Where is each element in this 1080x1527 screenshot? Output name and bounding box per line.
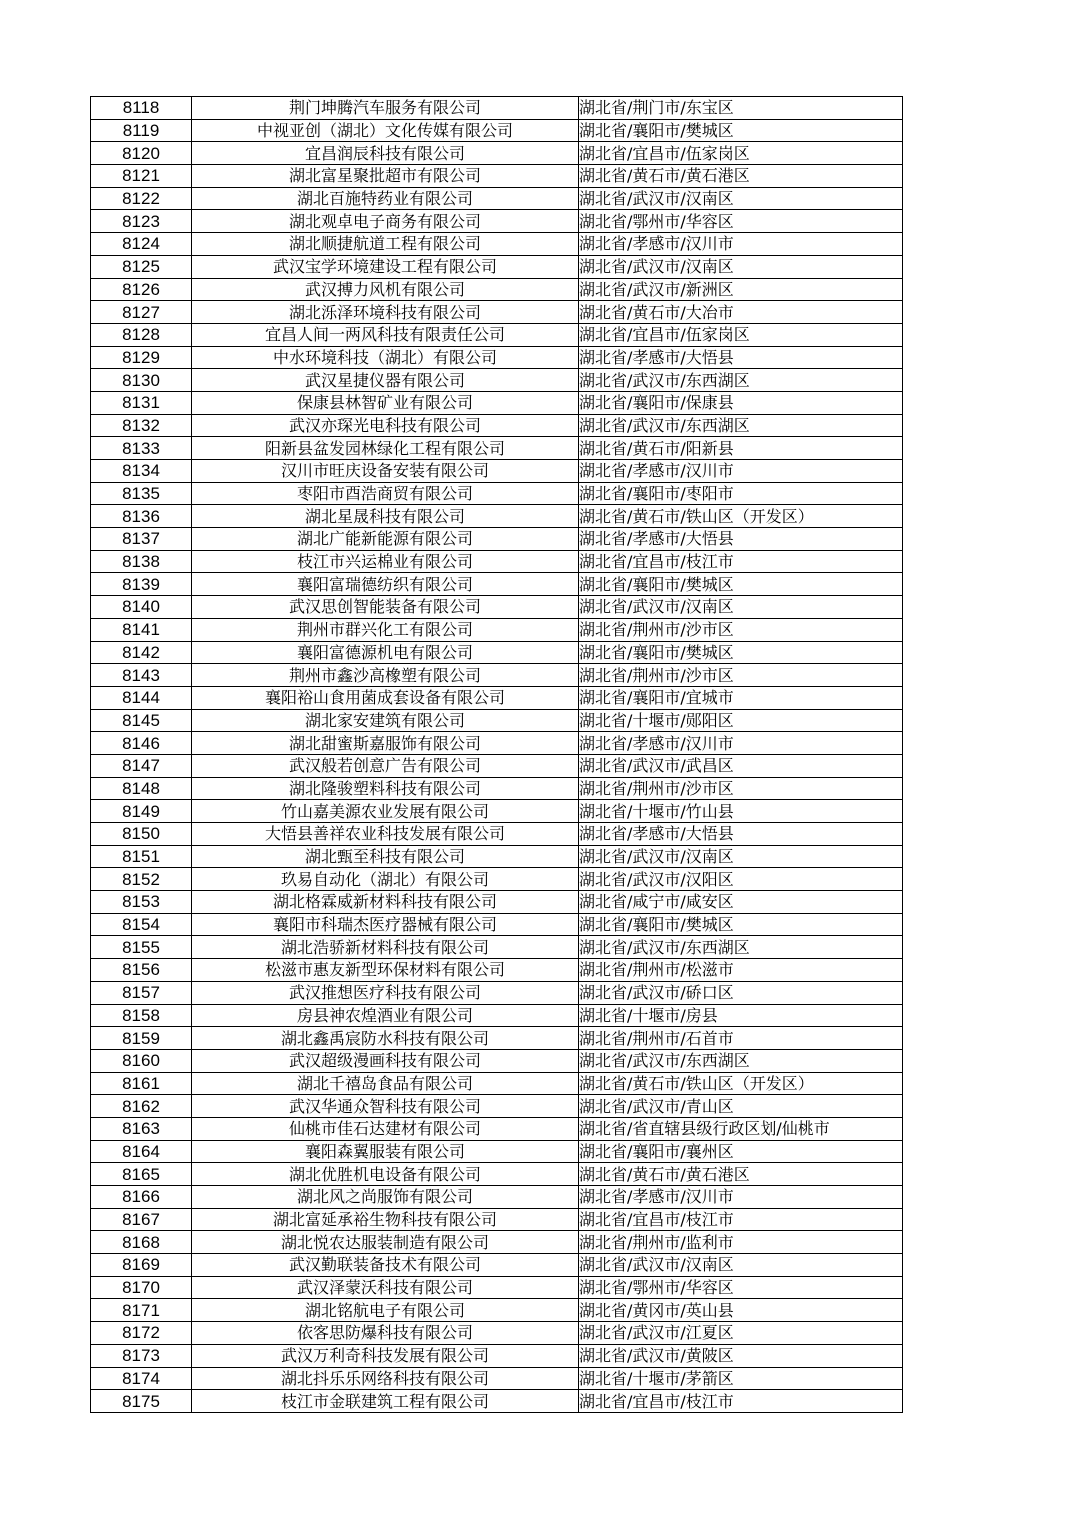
company-name-cell: 湖北顺捷航道工程有限公司 [192, 233, 579, 256]
region-cell: 湖北省/襄阳市/保康县 [579, 391, 903, 414]
company-name-cell: 荆州市群兴化工有限公司 [192, 618, 579, 641]
row-number-cell: 8130 [91, 369, 192, 392]
region-cell: 湖北省/十堰市/竹山县 [579, 800, 903, 823]
row-number-cell: 8143 [91, 664, 192, 687]
table-row [91, 1322, 903, 1345]
company-name-cell: 仙桃市佳石达建材有限公司 [192, 1117, 579, 1140]
region-cell: 湖北省/黄冈市/英山县 [579, 1299, 903, 1322]
table-row [91, 1208, 903, 1231]
company-name-cell: 湖北风之尚服饰有限公司 [192, 1186, 579, 1209]
company-name-cell: 荆门坤腾汽车服务有限公司 [192, 97, 579, 120]
table-row [91, 1231, 903, 1254]
row-number-cell: 8163 [91, 1117, 192, 1140]
company-name-cell: 武汉宝学环境建设工程有限公司 [192, 255, 579, 278]
row-number-cell: 8167 [91, 1208, 192, 1231]
table-row [91, 1299, 903, 1322]
row-number-cell: 8166 [91, 1186, 192, 1209]
company-name-cell: 湖北隆骏塑料科技有限公司 [192, 777, 579, 800]
region-cell: 湖北省/宜昌市/枝江市 [579, 1208, 903, 1231]
row-number-cell: 8120 [91, 142, 192, 165]
table-row [91, 913, 903, 936]
company-name-cell: 武汉华通众智科技有限公司 [192, 1095, 579, 1118]
row-number-cell: 8157 [91, 981, 192, 1004]
company-name-cell: 武汉般若创意广告有限公司 [192, 754, 579, 777]
row-number-cell: 8153 [91, 891, 192, 914]
region-cell: 湖北省/荆州市/石首市 [579, 1027, 903, 1050]
region-cell: 湖北省/十堰市/茅箭区 [579, 1367, 903, 1390]
table-row [91, 1390, 903, 1413]
table-row [91, 550, 903, 573]
company-name-cell: 依客思防爆科技有限公司 [192, 1322, 579, 1345]
row-number-cell: 8173 [91, 1344, 192, 1367]
company-name-cell: 湖北家安建筑有限公司 [192, 709, 579, 732]
company-registry-table [90, 96, 903, 1413]
table-body [91, 97, 903, 1413]
company-name-cell: 武汉亦琛光电科技有限公司 [192, 414, 579, 437]
row-number-cell: 8138 [91, 550, 192, 573]
company-name-cell: 襄阳市科瑞杰医疗器械有限公司 [192, 913, 579, 936]
company-name-cell: 湖北千禧岛食品有限公司 [192, 1072, 579, 1095]
table-row [91, 777, 903, 800]
row-number-cell: 8161 [91, 1072, 192, 1095]
row-number-cell: 8121 [91, 165, 192, 188]
company-name-cell: 湖北富延承裕生物科技有限公司 [192, 1208, 579, 1231]
row-number-cell: 8149 [91, 800, 192, 823]
row-number-cell: 8141 [91, 618, 192, 641]
company-name-cell: 襄阳裕山食用菌成套设备有限公司 [192, 686, 579, 709]
company-name-cell: 湖北铭航电子有限公司 [192, 1299, 579, 1322]
table-row [91, 301, 903, 324]
row-number-cell: 8134 [91, 460, 192, 483]
company-name-cell: 阳新县盆发园林绿化工程有限公司 [192, 437, 579, 460]
row-number-cell: 8159 [91, 1027, 192, 1050]
region-cell: 湖北省/鄂州市/华容区 [579, 210, 903, 233]
row-number-cell: 8136 [91, 505, 192, 528]
region-cell: 湖北省/武汉市/汉南区 [579, 1254, 903, 1277]
company-name-cell: 武汉星捷仪器有限公司 [192, 369, 579, 392]
company-name-cell: 湖北鑫禹宸防水科技有限公司 [192, 1027, 579, 1050]
company-name-cell: 宜昌润辰科技有限公司 [192, 142, 579, 165]
table-row [91, 573, 903, 596]
company-name-cell: 湖北广能新能源有限公司 [192, 528, 579, 551]
region-cell: 湖北省/孝感市/大悟县 [579, 346, 903, 369]
region-cell: 湖北省/武汉市/汉南区 [579, 255, 903, 278]
row-number-cell: 8146 [91, 732, 192, 755]
region-cell: 湖北省/黄石市/大冶市 [579, 301, 903, 324]
table-row [91, 641, 903, 664]
region-cell: 湖北省/襄阳市/樊城区 [579, 641, 903, 664]
company-name-cell: 武汉超级漫画科技有限公司 [192, 1049, 579, 1072]
table-row [91, 1163, 903, 1186]
row-number-cell: 8124 [91, 233, 192, 256]
row-number-cell: 8129 [91, 346, 192, 369]
company-name-cell: 汉川市旺庆设备安装有限公司 [192, 460, 579, 483]
row-number-cell: 8126 [91, 278, 192, 301]
row-number-cell: 8128 [91, 323, 192, 346]
company-name-cell: 湖北甜蜜斯嘉服饰有限公司 [192, 732, 579, 755]
region-cell: 湖北省/武汉市/武昌区 [579, 754, 903, 777]
region-cell: 湖北省/武汉市/东西湖区 [579, 414, 903, 437]
company-name-cell: 武汉搏力风机有限公司 [192, 278, 579, 301]
company-name-cell: 湖北观卓电子商务有限公司 [192, 210, 579, 233]
company-name-cell: 湖北甄至科技有限公司 [192, 845, 579, 868]
company-name-cell: 湖北浩骄新材料科技有限公司 [192, 936, 579, 959]
table-row [91, 823, 903, 846]
table-row [91, 346, 903, 369]
table-row [91, 936, 903, 959]
row-number-cell: 8145 [91, 709, 192, 732]
company-name-cell: 襄阳富德源机电有限公司 [192, 641, 579, 664]
table-row [91, 1027, 903, 1050]
table-row [91, 414, 903, 437]
table-row [91, 1072, 903, 1095]
row-number-cell: 8118 [91, 97, 192, 120]
row-number-cell: 8144 [91, 686, 192, 709]
region-cell: 湖北省/荆州市/松滋市 [579, 959, 903, 982]
table-row [91, 391, 903, 414]
table-row [91, 255, 903, 278]
region-cell: 湖北省/武汉市/汉南区 [579, 845, 903, 868]
table-row [91, 732, 903, 755]
region-cell: 湖北省/十堰市/郧阳区 [579, 709, 903, 732]
region-cell: 湖北省/孝感市/大悟县 [579, 823, 903, 846]
row-number-cell: 8155 [91, 936, 192, 959]
region-cell: 湖北省/武汉市/汉南区 [579, 187, 903, 210]
table-row [91, 1367, 903, 1390]
row-number-cell: 8127 [91, 301, 192, 324]
region-cell: 湖北省/孝感市/汉川市 [579, 1186, 903, 1209]
region-cell: 湖北省/荆州市/沙市区 [579, 664, 903, 687]
table-row [91, 1186, 903, 1209]
region-cell: 湖北省/襄阳市/襄州区 [579, 1140, 903, 1163]
table-row [91, 618, 903, 641]
company-name-cell: 玖易自动化（湖北）有限公司 [192, 868, 579, 891]
table-row [91, 891, 903, 914]
region-cell: 湖北省/武汉市/汉阳区 [579, 868, 903, 891]
row-number-cell: 8125 [91, 255, 192, 278]
table-row [91, 981, 903, 1004]
table-row [91, 800, 903, 823]
company-name-cell: 枝江市兴运棉业有限公司 [192, 550, 579, 573]
row-number-cell: 8150 [91, 823, 192, 846]
company-name-cell: 竹山嘉美源农业发展有限公司 [192, 800, 579, 823]
table-row [91, 323, 903, 346]
table-row [91, 754, 903, 777]
region-cell: 湖北省/孝感市/汉川市 [579, 233, 903, 256]
row-number-cell: 8119 [91, 119, 192, 142]
table-row [91, 210, 903, 233]
table-row [91, 664, 903, 687]
company-name-cell: 枝江市金联建筑工程有限公司 [192, 1390, 579, 1413]
row-number-cell: 8158 [91, 1004, 192, 1027]
row-number-cell: 8152 [91, 868, 192, 891]
region-cell: 湖北省/省直辖县级行政区划/仙桃市 [579, 1117, 903, 1140]
region-cell: 湖北省/襄阳市/樊城区 [579, 573, 903, 596]
table-row [91, 845, 903, 868]
region-cell: 湖北省/武汉市/江夏区 [579, 1322, 903, 1345]
row-number-cell: 8164 [91, 1140, 192, 1163]
table-row [91, 233, 903, 256]
company-name-cell: 大悟县善祥农业科技发展有限公司 [192, 823, 579, 846]
company-name-cell: 湖北百施特药业有限公司 [192, 187, 579, 210]
company-name-cell: 荆州市鑫沙高橡塑有限公司 [192, 664, 579, 687]
region-cell: 湖北省/黄石市/铁山区（开发区） [579, 1072, 903, 1095]
row-number-cell: 8171 [91, 1299, 192, 1322]
table-row [91, 369, 903, 392]
company-name-cell: 宜昌人间一两风科技有限责任公司 [192, 323, 579, 346]
row-number-cell: 8156 [91, 959, 192, 982]
table-row [91, 868, 903, 891]
company-name-cell: 湖北优胜机电设备有限公司 [192, 1163, 579, 1186]
company-name-cell: 湖北泺泽环境科技有限公司 [192, 301, 579, 324]
row-number-cell: 8132 [91, 414, 192, 437]
company-name-cell: 湖北悦农达服装制造有限公司 [192, 1231, 579, 1254]
company-name-cell: 保康县林智矿业有限公司 [192, 391, 579, 414]
region-cell: 湖北省/武汉市/新洲区 [579, 278, 903, 301]
company-name-cell: 湖北星晟科技有限公司 [192, 505, 579, 528]
region-cell: 湖北省/黄石市/阳新县 [579, 437, 903, 460]
row-number-cell: 8147 [91, 754, 192, 777]
row-number-cell: 8151 [91, 845, 192, 868]
row-number-cell: 8140 [91, 596, 192, 619]
table-row [91, 187, 903, 210]
region-cell: 湖北省/襄阳市/宜城市 [579, 686, 903, 709]
company-name-cell: 襄阳森翼服装有限公司 [192, 1140, 579, 1163]
region-cell: 湖北省/荆州市/监利市 [579, 1231, 903, 1254]
table-row [91, 1049, 903, 1072]
region-cell: 湖北省/黄石市/黄石港区 [579, 1163, 903, 1186]
table-row [91, 1344, 903, 1367]
row-number-cell: 8175 [91, 1390, 192, 1413]
company-name-cell: 武汉推想医疗科技有限公司 [192, 981, 579, 1004]
row-number-cell: 8154 [91, 913, 192, 936]
row-number-cell: 8131 [91, 391, 192, 414]
region-cell: 湖北省/孝感市/大悟县 [579, 528, 903, 551]
table-row [91, 482, 903, 505]
table-row [91, 709, 903, 732]
region-cell: 湖北省/荆州市/沙市区 [579, 777, 903, 800]
table-row [91, 1117, 903, 1140]
company-name-cell: 襄阳富瑞德纺织有限公司 [192, 573, 579, 596]
region-cell: 湖北省/襄阳市/枣阳市 [579, 482, 903, 505]
row-number-cell: 8165 [91, 1163, 192, 1186]
table-row [91, 505, 903, 528]
table-row [91, 959, 903, 982]
table-row [91, 528, 903, 551]
region-cell: 湖北省/武汉市/青山区 [579, 1095, 903, 1118]
company-name-cell: 武汉泽蒙沃科技有限公司 [192, 1276, 579, 1299]
row-number-cell: 8133 [91, 437, 192, 460]
row-number-cell: 8148 [91, 777, 192, 800]
table-row [91, 1254, 903, 1277]
company-name-cell: 武汉勤联装备技术有限公司 [192, 1254, 579, 1277]
region-cell: 湖北省/荆州市/沙市区 [579, 618, 903, 641]
row-number-cell: 8137 [91, 528, 192, 551]
row-number-cell: 8139 [91, 573, 192, 596]
table-row [91, 97, 903, 120]
table-row [91, 1276, 903, 1299]
region-cell: 湖北省/宜昌市/枝江市 [579, 550, 903, 573]
row-number-cell: 8160 [91, 1049, 192, 1072]
region-cell: 湖北省/襄阳市/樊城区 [579, 913, 903, 936]
company-name-cell: 湖北富星聚批超市有限公司 [192, 165, 579, 188]
row-number-cell: 8123 [91, 210, 192, 233]
row-number-cell: 8135 [91, 482, 192, 505]
table-row [91, 437, 903, 460]
region-cell: 湖北省/武汉市/东西湖区 [579, 1049, 903, 1072]
row-number-cell: 8174 [91, 1367, 192, 1390]
company-name-cell: 湖北抖乐乐网络科技有限公司 [192, 1367, 579, 1390]
document-page [90, 96, 903, 1413]
region-cell: 湖北省/武汉市/汉南区 [579, 596, 903, 619]
table-row [91, 142, 903, 165]
company-name-cell: 中水环境科技（湖北）有限公司 [192, 346, 579, 369]
company-name-cell: 房县神农煌酒业有限公司 [192, 1004, 579, 1027]
row-number-cell: 8169 [91, 1254, 192, 1277]
row-number-cell: 8142 [91, 641, 192, 664]
table-row [91, 165, 903, 188]
region-cell: 湖北省/孝感市/汉川市 [579, 460, 903, 483]
row-number-cell: 8168 [91, 1231, 192, 1254]
table-row [91, 596, 903, 619]
table-row [91, 278, 903, 301]
region-cell: 湖北省/孝感市/汉川市 [579, 732, 903, 755]
region-cell: 湖北省/武汉市/东西湖区 [579, 936, 903, 959]
region-cell: 湖北省/鄂州市/华容区 [579, 1276, 903, 1299]
table-row [91, 119, 903, 142]
region-cell: 湖北省/黄石市/黄石港区 [579, 165, 903, 188]
region-cell: 湖北省/咸宁市/咸安区 [579, 891, 903, 914]
table-row [91, 460, 903, 483]
region-cell: 湖北省/宜昌市/伍家岗区 [579, 323, 903, 346]
table-row [91, 686, 903, 709]
table-row [91, 1004, 903, 1027]
company-name-cell: 中视亚创（湖北）文化传媒有限公司 [192, 119, 579, 142]
region-cell: 湖北省/黄石市/铁山区（开发区） [579, 505, 903, 528]
region-cell: 湖北省/武汉市/黄陂区 [579, 1344, 903, 1367]
region-cell: 湖北省/宜昌市/伍家岗区 [579, 142, 903, 165]
table-row [91, 1095, 903, 1118]
company-name-cell: 枣阳市酉浩商贸有限公司 [192, 482, 579, 505]
region-cell: 湖北省/荆门市/东宝区 [579, 97, 903, 120]
region-cell: 湖北省/襄阳市/樊城区 [579, 119, 903, 142]
row-number-cell: 8122 [91, 187, 192, 210]
row-number-cell: 8172 [91, 1322, 192, 1345]
region-cell: 湖北省/宜昌市/枝江市 [579, 1390, 903, 1413]
company-name-cell: 湖北格霖威新材料科技有限公司 [192, 891, 579, 914]
region-cell: 湖北省/武汉市/东西湖区 [579, 369, 903, 392]
region-cell: 湖北省/十堰市/房县 [579, 1004, 903, 1027]
table-row [91, 1140, 903, 1163]
row-number-cell: 8162 [91, 1095, 192, 1118]
region-cell: 湖北省/武汉市/硚口区 [579, 981, 903, 1004]
company-name-cell: 武汉思创智能装备有限公司 [192, 596, 579, 619]
company-name-cell: 武汉万利奇科技发展有限公司 [192, 1344, 579, 1367]
row-number-cell: 8170 [91, 1276, 192, 1299]
company-name-cell: 松滋市惠友新型环保材料有限公司 [192, 959, 579, 982]
